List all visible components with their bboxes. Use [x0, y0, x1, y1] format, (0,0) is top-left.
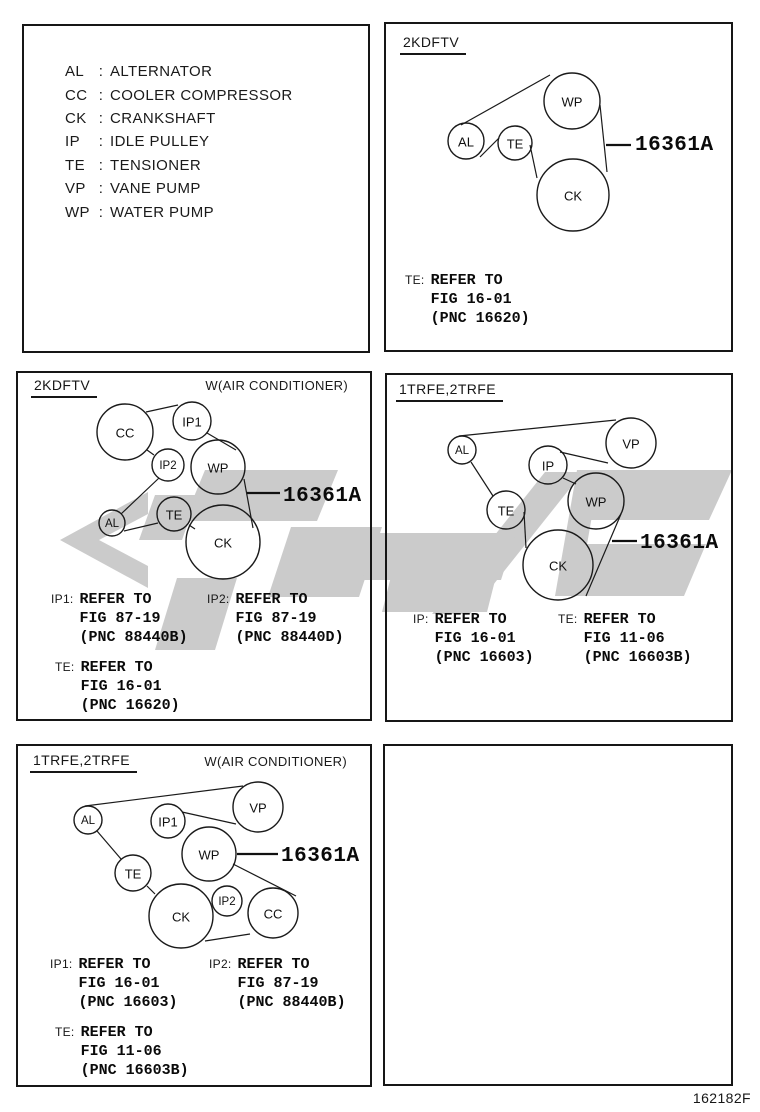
legend-abbr: IP	[65, 133, 80, 151]
figure-code: 162182F	[692, 1090, 751, 1106]
svg-text:CK: CK	[171, 909, 191, 925]
legend-description: WATER PUMP	[110, 203, 214, 221]
reference-note-text: REFER TO FIG 16-01 (PNC 16620)	[80, 659, 180, 714]
legend-abbr: VP	[65, 180, 86, 198]
svg-text:VP: VP	[622, 436, 640, 452]
svg-text:TE: TE	[497, 503, 515, 519]
legend-description: VANE PUMP	[110, 180, 201, 198]
legend-description: ALTERNATOR	[110, 63, 213, 81]
part-number-label: 16361A	[640, 532, 719, 555]
legend-row	[65, 177, 293, 200]
legend-colon: :	[98, 86, 104, 104]
svg-text:WP: WP	[585, 494, 607, 510]
svg-text:TE: TE	[165, 507, 183, 523]
reference-note	[405, 271, 530, 328]
legend-colon: :	[98, 180, 104, 198]
reference-note	[50, 955, 178, 1012]
svg-text:IP2: IP2	[218, 896, 236, 908]
svg-text:WP: WP	[561, 94, 583, 110]
svg-text:IP: IP	[541, 458, 555, 474]
legend-colon: :	[98, 133, 104, 151]
svg-text:WP: WP	[207, 460, 229, 476]
reference-note	[55, 1023, 189, 1080]
legend-colon: :	[98, 63, 104, 81]
legend-description: IDLE PULLEY	[110, 133, 210, 151]
legend-description: COOLER COMPRESSOR	[110, 86, 293, 104]
svg-text:IP1: IP1	[182, 414, 202, 430]
svg-text:AL: AL	[454, 445, 470, 457]
legend-colon: :	[98, 109, 104, 127]
reference-note-prefix: TE:	[558, 612, 578, 626]
reference-note	[207, 590, 344, 647]
variant-subheader: W(AIR CONDITIONER)	[205, 378, 348, 393]
svg-text:CK: CK	[563, 188, 583, 204]
svg-text:IP1: IP1	[158, 814, 178, 830]
svg-text:CK: CK	[548, 558, 568, 574]
legend-abbr: CK	[65, 109, 87, 127]
svg-text:AL: AL	[104, 518, 120, 530]
reference-note-text: REFER TO FIG 87-19 (PNC 88440B)	[237, 956, 346, 1011]
variant-header: 2KDFTV	[31, 377, 97, 398]
empty-panel	[383, 744, 733, 1086]
reference-note-text: REFER TO FIG 11-06 (PNC 16603B)	[80, 1024, 189, 1079]
variant-subheader: W(AIR CONDITIONER)	[204, 754, 347, 769]
reference-note-text: REFER TO FIG 11-06 (PNC 16603B)	[583, 611, 692, 666]
svg-text:CC: CC	[115, 425, 135, 441]
variant-header: 1TRFE,2TRFE	[30, 752, 137, 773]
reference-note-prefix: TE:	[55, 1025, 75, 1039]
legend-row	[65, 107, 293, 130]
legend-panel	[22, 24, 370, 353]
legend-description: CRANKSHAFT	[110, 109, 216, 127]
reference-note-prefix: TE:	[405, 273, 425, 287]
part-number-label: 16361A	[281, 845, 360, 868]
reference-note-text: REFER TO FIG 87-19 (PNC 88440D)	[235, 591, 344, 646]
legend-colon: :	[98, 203, 104, 221]
reference-note	[558, 610, 692, 667]
svg-text:AL: AL	[458, 134, 474, 150]
legend-row	[65, 83, 293, 106]
svg-text:TE: TE	[506, 136, 524, 152]
reference-note-prefix: IP1:	[50, 957, 73, 971]
reference-note-prefix: IP2:	[207, 592, 230, 606]
reference-note-text: REFER TO FIG 16-01 (PNC 16620)	[430, 272, 530, 327]
legend-row	[65, 60, 293, 83]
legend-abbr: WP	[65, 203, 90, 221]
legend-abbr: CC	[65, 86, 88, 104]
legend-row	[65, 200, 293, 223]
reference-note-text: REFER TO FIG 16-01 (PNC 16603)	[78, 956, 178, 1011]
svg-text:IP2: IP2	[159, 460, 177, 472]
reference-note-text: REFER TO FIG 87-19 (PNC 88440B)	[79, 591, 188, 646]
svg-text:TE: TE	[124, 866, 142, 882]
variant-header: 2KDFTV	[400, 34, 466, 55]
legend-description: TENSIONER	[110, 156, 202, 174]
legend-colon: :	[98, 156, 104, 174]
reference-note-prefix: IP2:	[209, 957, 232, 971]
svg-text:CK: CK	[213, 535, 233, 551]
legend-abbr: TE	[65, 156, 85, 174]
svg-text:WP: WP	[198, 847, 220, 863]
reference-note-text: REFER TO FIG 16-01 (PNC 16603)	[434, 611, 534, 666]
reference-note	[51, 590, 188, 647]
reference-note	[209, 955, 346, 1012]
part-number-label: 16361A	[635, 134, 714, 157]
reference-note-prefix: TE:	[55, 660, 75, 674]
reference-note	[55, 658, 180, 715]
legend-row	[65, 154, 293, 177]
variant-header: 1TRFE,2TRFE	[396, 381, 503, 402]
svg-text:AL: AL	[80, 815, 96, 827]
reference-note-prefix: IP1:	[51, 592, 74, 606]
reference-note-prefix: IP:	[413, 612, 429, 626]
legend-abbr: AL	[65, 63, 85, 81]
part-number-label: 16361A	[283, 485, 362, 508]
svg-text:VP: VP	[249, 800, 267, 816]
svg-text:CC: CC	[263, 906, 283, 922]
legend-row	[65, 130, 293, 153]
reference-note	[413, 610, 534, 667]
legend-list	[65, 60, 293, 224]
